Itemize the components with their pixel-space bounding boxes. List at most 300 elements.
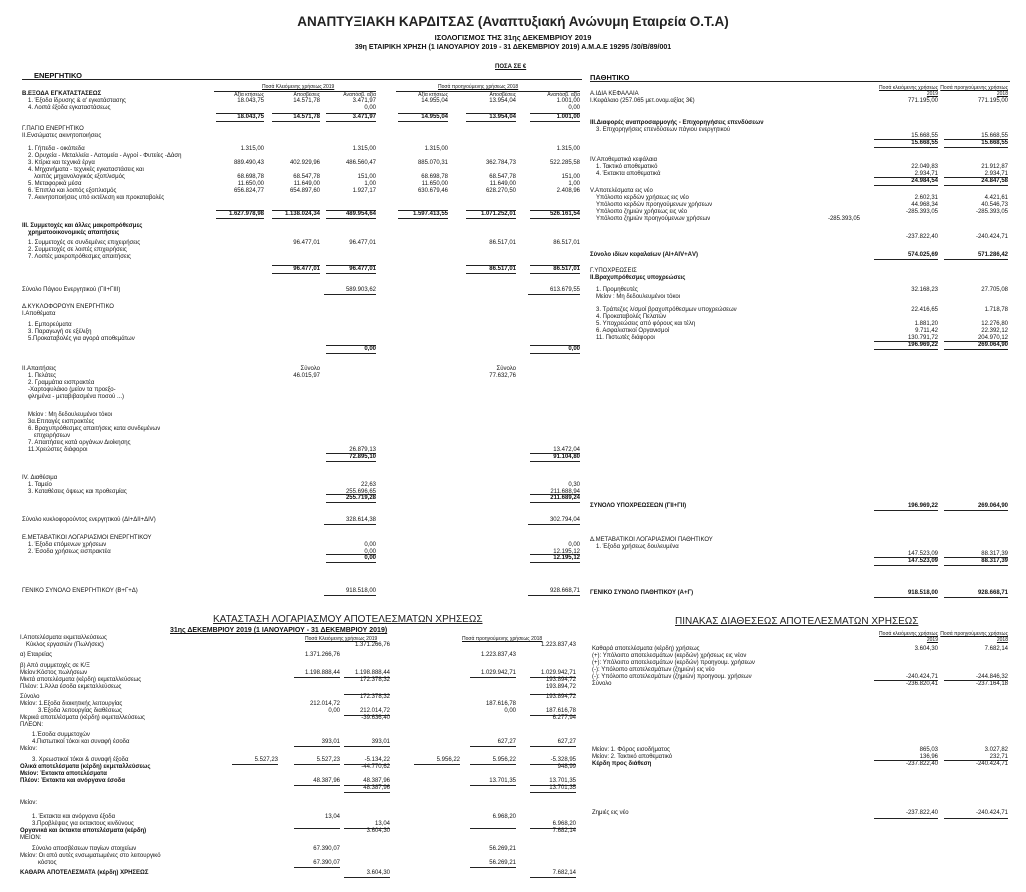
income-rule	[294, 677, 340, 678]
income-row-label: Μείον: Οι από αυτές ενσωματωμένες στο λειτουργικό	[20, 853, 161, 859]
liabilities-heading: ΠΑΘΗΤΙΚΟ	[590, 73, 630, 82]
asset-value-cell: 1.315,00	[556, 146, 580, 152]
assets-subcolumn-header: Αποσβέσεις	[489, 92, 516, 98]
income-value-cell: 6.277,94	[552, 715, 576, 721]
asset-value-cell: 86.517,01	[553, 266, 580, 272]
liability-value-cell: 574.025,69	[907, 252, 938, 258]
income-rule	[344, 877, 390, 878]
income-value-cell: 13.701,35	[489, 778, 516, 784]
asset-row-label: 7. Λοιπές μακροπρόθεσμες απαιτήσεις	[28, 254, 131, 260]
subtotal-underline	[398, 218, 448, 219]
assets-subcolumn-header: Αναπόσβ. αξία	[547, 92, 580, 98]
liability-value-cell: 15.668,55	[911, 133, 938, 139]
income-value-cell: 1.223.837,43	[480, 652, 516, 658]
liability-value-cell: 130.791,72	[907, 335, 938, 341]
assets-heading: ΕΝΕΡΓΗΤΙΚΟ	[34, 71, 82, 80]
liability-value-cell: 22.049,83	[911, 164, 938, 170]
income-value-cell: -5.134,22	[364, 757, 390, 763]
liability-value-cell: 22.392,12	[981, 328, 1008, 334]
liabilities-col-previous: Ποσά προηγούμενης χρήσεως 2018	[940, 85, 1008, 97]
asset-value-cell: 11.649,00	[489, 181, 516, 187]
subtotal-rule	[398, 210, 448, 211]
asset-value-cell: 96.477,01	[349, 240, 376, 246]
total-underline	[944, 597, 1008, 598]
income-statement-title: ΚΑΤΑΣΤΑΣΗ ΛΟΓΑΡΙΑΣΜΟΥ ΑΠΟΤΕΛΕΣΜΑΤΩΝ ΧΡΗΣΕΩΣ	[213, 614, 483, 625]
subtotal-rule	[466, 210, 516, 211]
liability-row-label: Δ.ΜΕΤΑΒΑΤΙΚΟΙ ΛΟΓΑΡΙΑΣΜΟΙ ΠΑΘΗΤΙΚΟΥ	[590, 537, 713, 543]
subtotal-rule	[944, 177, 1008, 178]
subtotal-rule	[944, 557, 1008, 558]
liabilities-col-current: Ποσά κλειόμενης χρήσεως 2019	[879, 85, 938, 97]
asset-row-label: 3α.Επιταγές εισπρακτέες	[28, 419, 95, 425]
income-value-cell: 1.371.266,76	[354, 642, 390, 648]
asset-row-label: 1. Έξοδα επόμενων χρήσεων	[28, 542, 107, 548]
income-rule	[344, 828, 390, 829]
distribution-value-cell: 232,71	[989, 754, 1008, 760]
distribution-row-label: Καθαρά αποτελέσματα (κέρδη) χρήσεως	[592, 646, 700, 652]
income-value-cell: 7.682,14	[552, 870, 576, 876]
income-row-label: 3.Προβλέψεις για εκτακτους κινδύνους	[32, 821, 134, 827]
subtotal-rule	[530, 554, 580, 555]
income-value-cell: 5.527,23	[316, 757, 340, 763]
income-rule	[470, 764, 516, 765]
income-row-label: Μείον:	[20, 800, 38, 806]
liability-row-label: 1. Προμηθευτές	[596, 287, 638, 293]
income-row-label: Οργανικά και έκτακτα αποτελέσματα (κέρδη)	[20, 828, 147, 834]
income-row-label: Μείον:Κόστος πωλήσεων	[20, 670, 88, 676]
distribution-rule	[874, 818, 938, 819]
liability-value-cell: 571.286,42	[977, 252, 1008, 258]
asset-row-label: 4. Λοιπά έξοδα εγκαταστάσεως	[28, 105, 111, 111]
asset-value-cell: 255.719,28	[345, 495, 376, 501]
income-rule	[294, 785, 340, 786]
asset-row-label: 5.Προκαταβολές για αγορά αποθεμάτων	[28, 336, 135, 342]
income-value-cell: 393,01	[371, 739, 390, 745]
income-value-cell: 3.604,30	[366, 828, 390, 834]
asset-value-cell: 1.627.978,98	[228, 211, 264, 217]
asset-row-label: 1. Εμπορεύματα	[28, 322, 72, 328]
liability-row-label: Υπόλοιπο κερδών χρήσεως εις νέο	[596, 195, 689, 201]
asset-value-cell: 151,00	[357, 174, 376, 180]
income-statement-subtitle: 31ης ΔΕΚΕΜΒΡΙΟΥ 2019 (1 ΙΑΝΟΥΑΡΙΟΥ - 31 ΔΕΚΕΜΒΡΙΟΥ 2019)	[170, 627, 388, 634]
income-row-label: Ολικά αποτελέσματα (κέρδη) εκμεταλλεύσεως	[20, 764, 151, 770]
asset-value-cell: 11.649,00	[293, 181, 320, 187]
asset-value-cell: 18.043,75	[237, 98, 264, 104]
subtotal-rule	[216, 210, 264, 211]
subtotal-rule	[326, 345, 376, 346]
subtotal-underline	[944, 349, 1008, 350]
asset-row-label: λοιπός μηχανολογικός εξοπλισμός	[34, 174, 125, 180]
asset-value-cell: 0,00	[364, 549, 376, 555]
income-rule	[294, 867, 340, 868]
asset-row-label: 5. Μεταφορικά μέσα	[28, 181, 82, 187]
income-value-cell: 193.894,72	[545, 677, 576, 683]
liability-row-label: 3. Επιχορηγήσεις επενδύσεων πάγιου ενεργητικού	[596, 127, 731, 133]
income-value-cell: 1.198.888,44	[354, 670, 390, 676]
subtotal-rule	[272, 210, 320, 211]
liability-value-cell: 15.668,55	[911, 140, 938, 146]
subtotal-rule	[326, 453, 376, 454]
subtotal-underline	[530, 562, 580, 563]
income-rule	[344, 785, 390, 786]
subtotal-rule	[326, 113, 376, 114]
liability-row-label: 1. Τακτικό αποθεματικό	[596, 164, 658, 170]
asset-value-cell: 489.954,64	[345, 211, 376, 217]
distribution-row-label: (-): Υπόλοιπο αποτελεσμάτων (ζημιών) προηγουμ. χρήσεων	[592, 674, 752, 680]
liability-value-cell: 918.518,00	[907, 590, 938, 596]
asset-value-cell: 1.315,00	[424, 146, 448, 152]
liability-row-label: Σύνολο ιδίων κεφαλαίων (ΑΙ+ΑΙV+ΑV)	[590, 252, 698, 258]
asset-value-cell: 12.195,12	[553, 549, 580, 555]
liability-value-cell: 147.523,09	[907, 551, 938, 557]
distribution-row-label: (-): Υπόλοιπο αποτελεσμάτων (ζημιών) εις νέο	[592, 667, 715, 673]
asset-row-label: Δ.ΚΥΚΛΟΦΟΡΟΥΝ ΕΝΕΡΓΗΤΙΚΟ	[22, 304, 114, 310]
asset-value-cell: 1,00	[568, 181, 580, 187]
liability-value-cell: 4.421,61	[984, 195, 1008, 201]
subtotal-rule	[874, 177, 938, 178]
income-row-label: β) Από συμμετοχές σε Κ/Ξ	[20, 663, 90, 669]
income-rule	[470, 746, 516, 747]
income-value-cell: 393,01	[321, 739, 340, 745]
income-rule	[232, 764, 278, 765]
asset-value-cell: 211.688,94	[550, 489, 580, 495]
subtotal-underline	[530, 121, 580, 122]
liability-value-cell: -285.393,05	[905, 209, 938, 215]
subtotal-underline	[326, 121, 376, 122]
asset-value-cell: 526.161,54	[549, 211, 580, 217]
asset-row-label: 3. Κτίρια και τεχνικά έργα	[28, 160, 95, 166]
income-value-cell: 48.387,96	[313, 778, 340, 784]
liability-value-cell: -237.822,40	[905, 234, 938, 240]
subtotal-underline	[530, 218, 580, 219]
fiscal-period: 39η ΕΤΑΙΡΙΚΗ ΧΡΗΣΗ (1 ΙΑΝΟΥΑΡΙΟΥ 2019 - 31 ΔΕΚΕΜΒΡΙΟΥ 2019) Α.Μ.Α.Ε 19295 /30/Β/89/001	[354, 44, 672, 51]
asset-value-cell: 1,00	[364, 181, 376, 187]
subtotal-rule	[874, 139, 938, 140]
liability-value-cell: 15.668,55	[981, 140, 1008, 146]
asset-value-cell: 885.070,31	[417, 160, 448, 166]
asset-value-cell: 0,00	[364, 555, 376, 561]
liability-row-label: ΙΙ.Βραχυπρόθεσμες υποχρεώσεις	[590, 275, 686, 281]
income-row-label: 3.Έξοδα λειτουργίας διαθέσεως	[38, 708, 122, 714]
liability-row-label: Μείον : Μη δεδουλευμένοι τόκοι	[596, 294, 681, 300]
liability-row-label: Υπόλοιπο κερδών προηγούμενων χρήσεων	[596, 202, 713, 208]
asset-value-cell: 328.614,38	[345, 517, 376, 523]
asset-row-label: 1. Έξοδα ίδρυσης & α' εγκατάστασης	[28, 98, 126, 104]
asset-value-cell: 0,00	[568, 346, 580, 352]
liability-value-cell: 2.602,31	[914, 195, 938, 201]
total-underline	[324, 524, 376, 525]
asset-row-label: ΙΙ.Ενσώματες ακινητοποιήσεις	[22, 133, 102, 139]
grand-total-underline	[324, 595, 376, 596]
asset-value-cell: 68.698,78	[421, 174, 448, 180]
income-row-label: ΚΑΘΑΡΑ ΑΠΟΤΕΛΕΣΜΑΤΑ (κέρδη) ΧΡΗΣΕΩΣ	[20, 870, 149, 876]
income-row-label: Κύκλος εργασιών (Πωλήσεις)	[26, 642, 104, 648]
income-rule	[470, 785, 516, 786]
income-row-label: Ι.Αποτελέσματα εκμεταλλεύσεως	[20, 635, 107, 641]
subtotal-underline	[530, 461, 580, 462]
total-underline	[874, 259, 938, 260]
distribution-rule	[874, 680, 938, 681]
asset-value-cell: 362.784,73	[485, 160, 516, 166]
income-rule	[294, 746, 340, 747]
income-value-cell: 0,00	[504, 708, 516, 714]
liability-row-label: Α.ΙΔΙΑ ΚΕΦΑΛΑΙΑ	[590, 91, 639, 97]
liability-value-cell: 24.984,54	[911, 178, 938, 184]
subtotal-rule	[530, 113, 580, 114]
income-value-cell: 13,04	[324, 814, 340, 820]
asset-value-cell: 13.954,04	[489, 98, 516, 104]
income-col-current: Ποσά Κλειόμενης χρήσεως 2019	[305, 636, 378, 642]
asset-value-cell: 22,63	[360, 482, 376, 488]
liability-row-label: Ι.Κεφάλαιο (257.065 μετ.ονομ.αξίας 3€)	[590, 98, 695, 104]
income-value-cell: 6.968,20	[552, 821, 576, 827]
income-row-label: Σύνολο	[20, 694, 40, 700]
income-value-cell: 1.223.837,43	[540, 642, 576, 648]
liability-row-label: Υπόλοιπο ζημιών χρήσεως εις νέο	[596, 209, 688, 215]
income-row-label: 1.Έσοδα συμμετοχών	[32, 732, 90, 738]
document-subtitle: ΙΣΟΛΟΓΙΣΜΟΣ ΤΗΣ 31ης ΔΕΚΕΜΒΡΙΟΥ 2019	[434, 33, 592, 42]
asset-value-cell: 68.547,78	[293, 174, 320, 180]
subtotal-underline	[466, 218, 516, 219]
income-value-cell: -39.636,40	[361, 715, 390, 721]
distribution-row-label: Κέρδη προς διάθεση	[592, 761, 652, 767]
asset-value-cell: 1.597.413,55	[412, 211, 448, 217]
income-value-cell: 1.029.942,71	[540, 670, 576, 676]
asset-value-cell: 72.895,10	[349, 454, 376, 460]
subtotal-rule	[874, 341, 938, 342]
asset-value-cell: 211.689,24	[550, 495, 580, 501]
subtotal-underline	[874, 185, 938, 186]
income-value-cell: 172.378,32	[359, 694, 390, 700]
asset-value-cell: 68.698,78	[237, 174, 264, 180]
liability-value-cell: 27.705,08	[981, 287, 1008, 293]
asset-value-cell: 14.955,04	[421, 114, 448, 120]
liability-value-cell: 21.912,87	[981, 164, 1008, 170]
liability-row-label: IV.Αποθεματικά κεφάλαια	[590, 157, 658, 163]
liability-row-label: 4. Έκτακτα αποθεματικά	[596, 171, 661, 177]
asset-value-cell: 1.001,00	[556, 98, 580, 104]
liability-row-label: 6. Ασφαλιστικοί Οργανισμοί	[596, 328, 670, 334]
asset-row-label: 1. Γήπεδα - οικόπεδα	[28, 146, 85, 152]
asset-value-cell: Σύνολο	[496, 366, 516, 372]
income-row-label: 1. Έκτακτα και ανόργανα έξοδα	[32, 814, 116, 820]
asset-value-cell: 12.195,12	[553, 555, 580, 561]
assets-subcolumn-header: Αναπόσβ. αξία	[343, 92, 376, 98]
subtotal-underline	[326, 218, 376, 219]
asset-row-label: Σύνολο κυκλοφορούντος ενεργητικού (ΔΙ+ΔΙΙ+ΔΙV)	[22, 517, 156, 523]
asset-row-label: 4. Μηχανήματα - τεχνικές εγκαταστάσεις και	[28, 167, 144, 173]
distribution-row-label: Μείον: 2. Τακτικό αποθεματικό	[592, 754, 673, 760]
distribution-value-cell: 3.027,82	[984, 747, 1008, 753]
subtotal-underline	[326, 562, 376, 563]
asset-value-cell: 86.517,01	[489, 266, 516, 272]
income-row-label: Πλέον: 1.Άλλα έσοδα εκμεταλλεύσεως	[20, 684, 122, 690]
liability-value-cell: -240.424,71	[975, 234, 1008, 240]
subtotal-underline	[466, 121, 516, 122]
document-title: ΑΝΑΠΤΥΞΙΑΚΗ ΚΑΡΔΙΤΣΑΣ (Αναπτυξιακή Ανώνυμη Εταιρεία Ο.Τ.Α)	[297, 14, 729, 29]
income-col-previous: Ποσά προηγούμενης χρήσεως 2018	[462, 636, 543, 642]
income-value-cell: 5.956,22	[492, 757, 516, 763]
income-row-label: ΜΕΙΟΝ:	[20, 835, 42, 841]
distribution-value-cell: -244.846,32	[975, 674, 1008, 680]
subtotal-underline	[272, 121, 320, 122]
income-rule	[470, 828, 516, 829]
subtotal-rule	[216, 113, 264, 114]
asset-value-cell: 11.650,00	[237, 181, 264, 187]
asset-row-label: -Χαρτοφυλάκιο (μείον τα προεξο-	[28, 387, 116, 393]
income-row-label: 4.Πιστωτικοί τόκοι και συναφή έσοδα	[32, 739, 130, 745]
asset-value-cell: 151,00	[561, 174, 580, 180]
liability-value-cell: 12.276,80	[981, 321, 1008, 327]
subtotal-underline	[874, 565, 938, 566]
subtotal-rule	[530, 494, 580, 495]
liability-value-cell: -285.393,05	[827, 216, 860, 222]
income-rule	[344, 746, 390, 747]
income-value-cell: -44.770,62	[361, 764, 390, 770]
income-value-cell: 0,00	[328, 708, 340, 714]
assets-subcolumn-header: Αξία κτήσεως	[234, 92, 264, 98]
asset-row-label: ΙΙ.Απαιτήσεις	[22, 366, 57, 372]
asset-row-label: 3. Παραγωγή σε εξέλιξη	[28, 329, 92, 335]
subtotal-rule	[530, 265, 580, 266]
subtotal-underline	[530, 502, 580, 503]
income-value-cell: 13,04	[374, 821, 390, 827]
distribution-value-cell: 3.604,30	[914, 646, 938, 652]
subtotal-underline	[944, 147, 1008, 148]
asset-value-cell: 1.315,00	[240, 146, 264, 152]
income-rule	[530, 677, 576, 678]
distribution-value-cell: -236.820,41	[905, 681, 938, 687]
subtotal-rule	[272, 113, 320, 114]
asset-row-label: 2. Έσοδα χρήσεως εισπρακτέα	[28, 549, 111, 555]
subtotal-underline	[530, 353, 580, 354]
subtotal-rule	[530, 345, 580, 346]
subtotal-underline	[216, 121, 264, 122]
income-value-cell: 48.387,96	[363, 778, 390, 784]
liability-value-cell: 2.934,71	[914, 171, 938, 177]
asset-value-cell: 1.001,00	[556, 114, 580, 120]
income-rule	[344, 715, 390, 716]
asset-value-cell: 68.547,78	[489, 174, 516, 180]
distribution-rule	[944, 680, 1008, 681]
total-underline	[528, 294, 580, 295]
total-underline	[324, 294, 376, 295]
asset-row-label: 7. Ακινητοποιήσεις υπό εκτέλεση και προκαταβολές	[28, 195, 165, 201]
income-value-cell: 1.371.266,76	[304, 652, 340, 658]
asset-value-cell: 86.517,01	[489, 240, 516, 246]
total-underline	[944, 510, 1008, 511]
subtotal-rule	[944, 341, 1008, 342]
liability-value-cell: 88.317,39	[981, 558, 1008, 564]
asset-value-cell: 928.668,71	[549, 588, 580, 594]
income-value-cell: 3.604,30	[366, 870, 390, 876]
asset-value-cell: 13.472,04	[553, 447, 580, 453]
income-rule	[294, 828, 340, 829]
asset-value-cell: 613.679,55	[549, 287, 580, 293]
asset-value-cell: 1.138.024,34	[284, 211, 320, 217]
asset-value-cell: 0,00	[568, 105, 580, 111]
income-rule	[530, 694, 576, 695]
asset-value-cell: 889.490,43	[233, 160, 264, 166]
assets-subcolumn-header: Αποσβέσεις	[293, 92, 320, 98]
liability-row-label: V.Αποτελέσματα εις νέο	[590, 188, 653, 194]
income-row-label: Μικτά αποτελέσματα (κέρδη) εκμεταλλεύσεως	[20, 677, 142, 683]
liability-value-cell: 771.195,00	[977, 98, 1008, 104]
asset-value-cell: 18.043,75	[237, 114, 264, 120]
asset-value-cell: 77.632,76	[489, 373, 516, 379]
income-rule	[530, 792, 576, 793]
assets-subcolumn-header: Αξία κτήσεως	[418, 92, 448, 98]
asset-row-label: 6. Βραχυπρόθεσμες απαιτήσεις κατα συνδεμένων	[28, 426, 161, 432]
income-value-cell: 5.527,23	[254, 757, 278, 763]
income-rule	[530, 785, 576, 786]
subtotal-underline	[530, 273, 580, 274]
assets-col-previous: Ποσά προηγούμενης χρήσεως 2018	[438, 84, 519, 90]
asset-row-label: ΓΕΝΙΚΟ ΣΥΝΟΛΟ ΕΝΕΡΓΗΤΙΚΟΥ (Β+Γ+Δ)	[22, 588, 138, 594]
subtotal-rule	[326, 210, 376, 211]
subtotal-underline	[326, 461, 376, 462]
liability-value-cell: 32.168,23	[911, 287, 938, 293]
subtotal-underline	[874, 349, 938, 350]
liability-value-cell: 204.970,12	[977, 335, 1008, 341]
subtotal-rule	[272, 265, 320, 266]
liability-value-cell: 24.847,58	[981, 178, 1008, 184]
distribution-value-cell: -240.424,71	[975, 810, 1008, 816]
subtotal-underline	[326, 353, 376, 354]
income-value-cell: 1.198.888,44	[304, 670, 340, 676]
grand-total-underline	[528, 595, 580, 596]
subtotal-rule	[398, 113, 448, 114]
income-value-cell: 187.616,78	[545, 708, 576, 714]
liability-value-cell: 196.969,22	[907, 342, 938, 348]
asset-row-label: 2. Συμμετοχές σε λοιπές επιχειρήσεις	[28, 247, 127, 253]
liability-row-label: 1. Έξοδα χρήσεως δουλευμένα	[596, 544, 679, 550]
asset-row-label: φλημένα - μεταβιβασμένα ποσού ...)	[28, 394, 124, 400]
currency-label: ΠΟΣΑ ΣΕ €	[495, 64, 527, 70]
asset-value-cell: 14.571,78	[293, 98, 320, 104]
asset-row-label: Ι.Αποθέματα	[22, 311, 56, 317]
subtotal-underline	[272, 218, 320, 219]
income-value-cell: 627,27	[497, 739, 516, 745]
income-row-label: 3. Χρεωστικοί τόκοι & συναφή έξοδα	[32, 757, 129, 763]
income-value-cell: 56.269,21	[489, 860, 516, 866]
asset-value-cell: 0,30	[568, 482, 580, 488]
distribution-title: ΠΙΝΑΚΑΣ ΔΙΑΘΕΣΕΩΣ ΑΠΟΤΕΛΕΣΜΑΤΩΝ ΧΡΗΣΕΩΣ	[675, 616, 919, 627]
liability-row-label: ΓΕΝΙΚΟ ΣΥΝΟΛΟ ΠΑΘΗΤΙΚΟΥ (Α+Γ)	[590, 590, 694, 596]
asset-value-cell: 96.477,01	[349, 266, 376, 272]
subtotal-underline	[466, 273, 516, 274]
liability-value-cell: 147.523,09	[907, 558, 938, 564]
asset-value-cell: 486.560,47	[345, 160, 376, 166]
distribution-value-cell: -237.822,40	[905, 761, 938, 767]
subtotal-underline	[944, 185, 1008, 186]
income-rule	[344, 764, 390, 765]
liability-value-cell: 1.718,78	[984, 307, 1008, 313]
liability-value-cell: 88.317,39	[981, 551, 1008, 557]
distribution-rule	[944, 818, 1008, 819]
income-row-label: Μείον:	[20, 746, 38, 752]
asset-value-cell: 26.879,13	[349, 447, 376, 453]
subtotal-underline	[326, 502, 376, 503]
asset-value-cell: 11.650,00	[421, 181, 448, 187]
subtotal-rule	[326, 265, 376, 266]
income-value-cell: 67.390,07	[313, 846, 340, 852]
income-value-cell: 193.894,72	[545, 694, 576, 700]
total-underline	[944, 259, 1008, 260]
asset-value-cell: 1.315,00	[352, 146, 376, 152]
asset-row-label: 1. Συμμετοχές σε συνδεμένες επιχειρήσεις	[28, 240, 141, 246]
asset-value-cell: 46.015,97	[293, 373, 320, 379]
